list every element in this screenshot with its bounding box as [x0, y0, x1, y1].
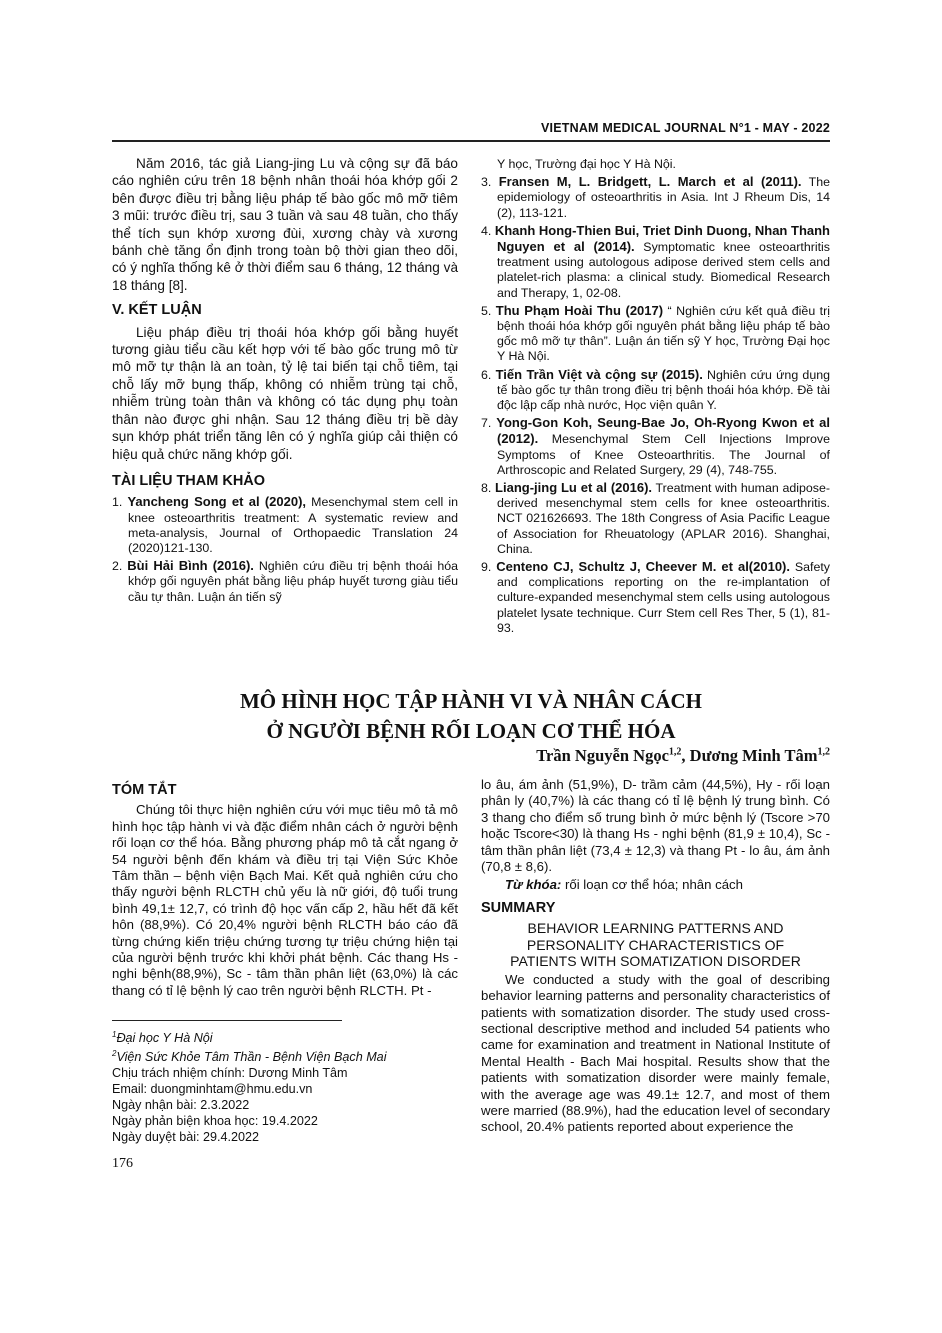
running-header: VIETNAM MEDICAL JOURNAL N°1 - MAY - 2022: [541, 121, 830, 135]
date-reviewed: Ngày phản biện khoa học: 19.4.2022: [112, 1114, 318, 1129]
abstract-vi-column: [112, 782, 458, 999]
abstract-vi-continuation: lo âu, ám ảnh (51,9%), D- trầm cảm (44,5%), Hy - rối loạn phân ly (40,7%) là các thang có tỉ lệ bệnh lý trung bình. Có 3 thang cho điểm số trung bình ở mức bệnh lý (Tscore >70 hoặc Tscore<30) là thang Hs - nghi bệnh (81,9 ± 10,4), Sc - tâm thần phân liệt (73,4 ± 12,3) và thang Pt - lo âu, ám ảnh (70,8 ± 8,6).: [481, 777, 830, 875]
title-line-2: Ở NGƯỜI BỆNH RỐI LOẠN CƠ THỂ HÓA: [266, 719, 676, 743]
reference-item: 4. Khanh Hong-Thien Bui, Triet Dinh Duong, Nhan Thanh Nguyen et al (2014). Symptomatic knee osteoarthritis treatment using autologous adipose derived stem cells and platelet-rich plasma: a clinical study. Biomedical Research and Therapy, 1, 02-08.: [481, 222, 830, 300]
upper-left-column: [112, 155, 458, 607]
page-number: 176: [112, 1156, 133, 1171]
header-rule: [112, 140, 830, 142]
author-name: Trần Nguyễn Ngọc: [536, 746, 669, 765]
references-heading: TÀI LIỆU THAM KHẢO: [112, 472, 266, 489]
corresponding-author: Chịu trách nhiệm chính: Dương Minh Tâm: [112, 1066, 348, 1081]
summary-heading: SUMMARY: [481, 899, 556, 916]
abstract-right-column: [481, 777, 830, 1136]
reference-item: 8. Liang-jing Lu et al (2016). Treatment with human adipose- derived mesenchymal stem cells for knee osteoarthritis. NCT 021626693. The 18th Congress of Asia Pacific League of Association for Rheuatology (APLAR 2016). Shanghai, China.: [481, 480, 830, 556]
reference-item: 3. Fransen M, L. Bridgett, L. March et al (2011). The epidemiology of osteoarthritis in Asia. Int J Rheum Dis, 14 (2), 113-121.: [481, 174, 830, 220]
reference-item: 6. Tiến Trần Việt và cộng sự (2015). Nghiên cứu ứng dụng tế bào gốc tự thân trong điều trị bệnh thoái hóa khớp. Đề tài độc lập cấp nhà nước, Học viện quân Y.: [481, 366, 830, 413]
english-title: BEHAVIOR LEARNING PATTERNS AND PERSONALITY CHARACTERISTICS OF PATIENTS WITH SOMATIZATION DISORDER: [510, 920, 801, 970]
date-approved: Ngày duyệt bài: 29.4.2022: [112, 1130, 260, 1145]
footnote-rule: [112, 1020, 342, 1021]
affiliation-2: $^2$Viện Sức Khỏe Tâm Thần - Bệnh Viện Bạch Mai: [112, 1049, 387, 1065]
abstract-heading: TÓM TẮT: [112, 782, 177, 798]
abstract-vi-paragraph: Chúng tôi thực hiện nghiên cứu với mục tiêu mô tả mô hình học tập hành vi và đặc điểm nhân cách ở người bệnh rối loạn cơ thể hóa. Bằng phương pháp mô tả cắt ngang ở 54 người bệnh đến khám và điều trị tại Viện Sức Khỏe Tâm thần – bệnh viện Bạch Mai. Kết quả nghiên cứu cho thấy người bệnh RLCTH chủ yếu là nữ giới, độ tuổi trung bình 49,1± 12,7, có trình độ học vấn cấp 2, hầu hết đã kết hôn (88,9%). Có 20,4% người bệnh RLCTH báo cáo đã từng chứng kiến triệu chứng tương tự triệu chứng hiện tại của người bệnh trước khi khởi phát bệnh. Các thang Hs - nghi bệnh(88,9%), Sc - tâm thần phân liệt (63,0%) là các thang có tỉ lệ bệnh lý cao trên người bệnh RLCTH. Pt -: [112, 802, 458, 998]
date-received: Ngày nhận bài: 2.3.2022: [112, 1098, 250, 1113]
title-line-1: MÔ HÌNH HỌC TẬP HÀNH VI VÀ NHÂN CÁCH: [239, 689, 703, 713]
conclusion-heading: V. KẾT LUẬN: [112, 302, 202, 319]
upper-right-column: [481, 157, 830, 638]
email: Email: duongminhtam@hmu.edu.vn: [112, 1082, 313, 1097]
reference-list-left: [112, 494, 458, 604]
reference-item: 5. Thu Phạm Hoài Thu (2017) “ Nghiên cứu kết quả điều trị bệnh thoái hóa khớp gối nguyên phát bằng liệu pháp tế bào gốc mô mỡ tự thân”. Luận án tiến sỹ Y học, Trường Đại học Y Hà Nội.: [481, 302, 830, 364]
reference-item: 9. Centeno CJ, Schultz J, Cheever M. et al(2010). Safety and complications reporting on the re-implantation of culture-expanded mesenchymal stem cells using autologous platelet lysate technique. Curr Stem cell Res Ther, 5 (1), 81-93.: [481, 559, 830, 635]
keywords: Từ khóa: rối loạn cơ thể hóa; nhân cách: [505, 877, 743, 893]
author-line: Trần Nguyễn Ngọc$^{1,2}$, Dương Minh Tâm$^{1,2}$: [536, 746, 830, 765]
reference-item: 7. Yong-Gon Koh, Seung-Bae Jo, Oh-Ryong Kwon et al (2012). Mesenchymal Stem Cell Injections Improve Symptoms of Knee Osteoarthritis. The Journal of Arthroscopic and Related Surgery, 29 (4), 748-755.: [481, 415, 830, 477]
reference-continuation: Y học, Trường đại học Y Hà Nội.: [497, 157, 676, 171]
affiliation-1: $^1$Đại học Y Hà Nội: [112, 1030, 213, 1046]
conclusion-paragraph: Liệu pháp điều trị thoái hóa khớp gối bằng huyết tương giàu tiểu cầu kết hợp với tế bào gốc trung mô từ mô mỡ tự thận là an toàn, tỷ lệ tai biến tại chỗ tiêm, tại chỗ lấy mỡ bụng thấp, không có nhiễm trùng tại chỗ, nhiễm trùng toàn thân và không có tác dụng phụ toàn thân nào được ghi nhận. Sau 12 tháng điều trị bề dày sụn khớp phát triển tăng lên có ý nghĩa giúp cải thiện có hiệu quả chức năng khớp gối.: [112, 324, 458, 462]
article-title: [112, 686, 830, 746]
footnotes: [112, 1027, 458, 1145]
intro-paragraph: Năm 2016, tác giả Liang-jing Lu và cộng sự đã báo cáo nghiên cứu trên 18 bệnh nhân thoái hóa khớp gối 2 bên được điều trị bằng liệu pháp tế bào gốc mô mỡ tiêm 3 mũi: trước điều trị, sau 3 tuần và sau 48 tuần, cho thấy thể tích sụn khớp xương đùi, xương chày và xương bánh chè tăng ổn định trong toàn bộ thời gian theo dõi, có ý nghĩa thống kê ở thời điểm sau 6 tháng, 12 tháng và 18 tháng [8].: [112, 156, 458, 293]
reference-list-right: [481, 157, 830, 636]
author-name: Dương Minh Tâm: [689, 746, 818, 765]
reference-item: 1. Yancheng Song et al (2020), Mesenchymal stem cell in knee osteoarthritis treatment: A systematic review and meta-analysis, Journal of Orthopaedic Translation 24 (2020)121-130.: [112, 494, 458, 555]
abstract-en-paragraph: We conducted a study with the goal of describing behavior learning patterns and personality characteristics of patients with somatization disorder. The study used cross-sectional descriptive method and included 54 patients who came for examination and treatment in National Institute of Mental Health - Bach Mai hospital. Results show that the patients with somatization disorder were mainly female, with the average age was 49.1± 12.7, and most of them were married (88.9%), had the education level of secondary school, 20.4% patients reported about experience the: [481, 971, 830, 1135]
reference-item: 2. Bùi Hải Bình (2016). Nghiên cứu điều trị bệnh thoái hóa khớp gối nguyên phát bằng liệu pháp huyết tương giàu tiểu cầu tự thân. Luận án tiến sỹ: [112, 558, 458, 604]
